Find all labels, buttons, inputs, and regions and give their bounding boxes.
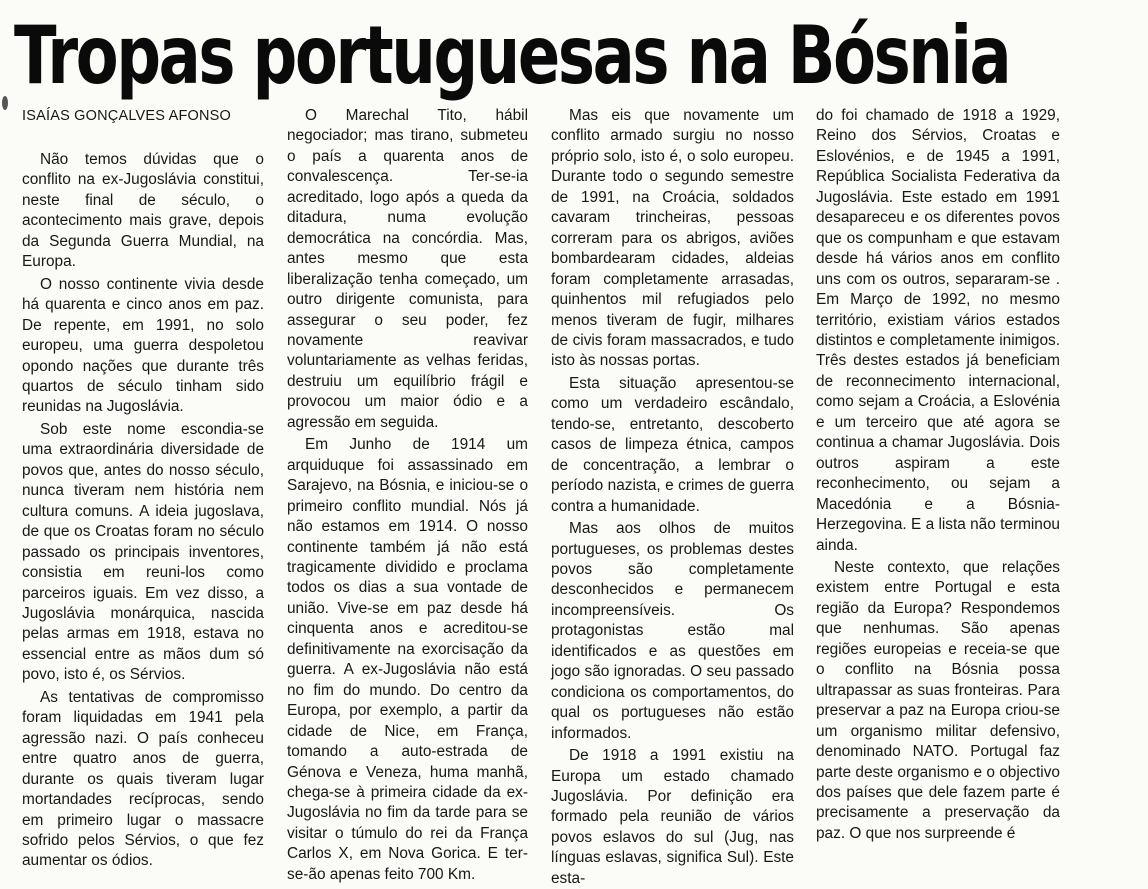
paragraph: do foi chamado de 1918 a 1929, Reino dos Sérvios, Croatas e Eslovénios, e de 1945 a 1991, República Socialista Federativa da Jugoslávia. Este estado em 1991 desapareceu e os diferentes povos que os compunham e que estavam desde há vários anos em conflito uns com os outros, separaram-se . Em Março de 1992, no mesmo território, existiam vários estados distintos e completamente inimigos. Três destes estados já beneficiam de reconnecimento internacional, como sejam a Croácia, a Eslovénia e um terceiro que até agora se continua a chamar Jugoslávia. Dois outros aspiram a este reconhecimento, ou sejam a Macedónia e a Bósnia-Herzegovina. E a lista não terminou ainda. bbox=[816, 107, 1060, 554]
paragraph: Sob este nome escondia-se uma extraordinária diversidade de povos que, antes do nosso século, nunca tiveram nem história nem cultura comuns. A ideia jugoslava, de que os Croatas foram no século passado os principais inventores, consistia em reuni-los como parceiros iguais. Em vez disso, a Jugoslávia monárquica, nascida pelas armas em 1918, estava no essencial entre as mãos dum só povo, isto é, os Sérvios. bbox=[22, 420, 264, 684]
paragraph: Mas aos olhos de muitos portugueses, os problemas destes povos são completamente desconhecidos e permanecem incompreensíveis. Os protagonistas estão mal identificados e as questões em jogo são ignoradas. O seu passado condiciona os comportamentos, do qual os portugueses não estão informados. bbox=[551, 520, 794, 742]
paragraph: As tentativas de compromisso foram liquidadas em 1941 pela agressão nazi. O país conheceu entre quatro anos de guerra, durante os quais tiveram lugar mortandades recíprocas, sendo em primeiro lugar o massacre sofrido pelos Sérvios, o que fez aumentar os ódios. bbox=[22, 688, 264, 870]
paragraph: De 1918 a 1991 existiu na Europa um estado chamado Jugoslávia. Por definição era formado pela reunião de vários povos eslavos do sul (Jug, nas línguas eslavas, significa Sul). Este esta- bbox=[551, 747, 794, 887]
paragraph: Esta situação apresentou-se como um verdadeiro escândalo, tendo-se, entretanto, descoberto casos de limpeza étnica, campos de concentração, a lembrar o período nazista, e crimes de guerra contra a humanidade. bbox=[551, 374, 794, 515]
column-2 bbox=[287, 106, 528, 885]
paragraph: O nosso continente vivia desde há quarenta e cinco anos em paz. De repente, em 1991, no solo europeu, uma guerra despoletou opondo nações que durante três quartos de século tinham sido reunidas na Jugoslávia. bbox=[22, 275, 264, 416]
byline: ISAÍAS GONÇALVES AFONSO bbox=[22, 108, 232, 124]
paragraph: O Marechal Tito, hábil negociador; mas tirano, submeteu o país a quarenta anos de convalescença. Ter-se-ia acreditado, logo após a queda da ditadura, numa evolução democrática na concórdia. Mas, antes mesmo que esta liberalização tenha começado, um outro dirigente comunista, para assegurar o seu poder, fez novamente reavivar voluntariamente as velhas feridas, destruiu um equilíbrio frágil e provocou um maior ódio e a agressão em seguida. bbox=[287, 107, 528, 431]
paragraph: Não temos dúvidas que o conflito na ex-Jugoslávia constitui, neste final de século, o acontecimento mais grave, depois da Segunda Guerra Mundial, na Europa. bbox=[22, 151, 264, 271]
column-3 bbox=[551, 106, 794, 889]
column-4 bbox=[816, 106, 1060, 844]
paragraph: Em Junho de 1914 um arquiduque foi assassinado em Sarajevo, na Bósnia, e iniciou-se o primeiro conflito mundial. Nós já não estamos em 1914. O nosso continente também já não está tragicamente dividido e proclama todos os dias a sua vontade de união. Vive-se em paz desde há cinquenta anos e acreditou-se definitivamente na exorcisação da guerra. A ex-Jugoslávia não está no fim do mundo. Do centro da Europa, por exemplo, a partir da cidade de Nice, em França, tomando a auto-estrada de Génova e Veneza, huma manhã, chega-se à primeira cidade da ex-Jugoslávia no fim da tarde para se visitar o túmulo do rei da França Carlos X, em Nova Gorica. E ter-se-ão apenas feito 700 Km. bbox=[287, 436, 528, 883]
headline: Tropas portuguesas na Bósnia bbox=[14, 9, 1010, 102]
column-1 bbox=[22, 106, 264, 872]
paragraph: Mas eis que novamente um conflito armado surgiu no nosso próprio solo, isto é, o solo europeu. Durante todo o segundo semestre de 1991, na Croácia, soldados cavaram trincheiras, pessoas correram para os abrigos, aviões bombardearam cidades, aldeias foram completamente arrasadas, quinhentos mil refugiados pelo menos tiveram de fugir, milhares de civis foram massacrados, e tudo isto às nossas portas. bbox=[551, 107, 794, 370]
article-body bbox=[0, 100, 1148, 889]
scan-mark bbox=[2, 96, 8, 110]
paragraph: Neste contexto, que relações existem entre Portugal e esta região da Europa? Respondemos que nenhumas. São apenas regiões europeias e receia-se que o conflito na Bósnia possa ultrapassar as suas fronteiras. Para preservar a paz na Europa criou-se um organismo militar defensivo, denominado NATO. Portugal faz parte deste organismo e o objectivo dos países que dele fazem parte é precisamente a preservação da paz. O que nos surpreende é bbox=[816, 558, 1060, 842]
